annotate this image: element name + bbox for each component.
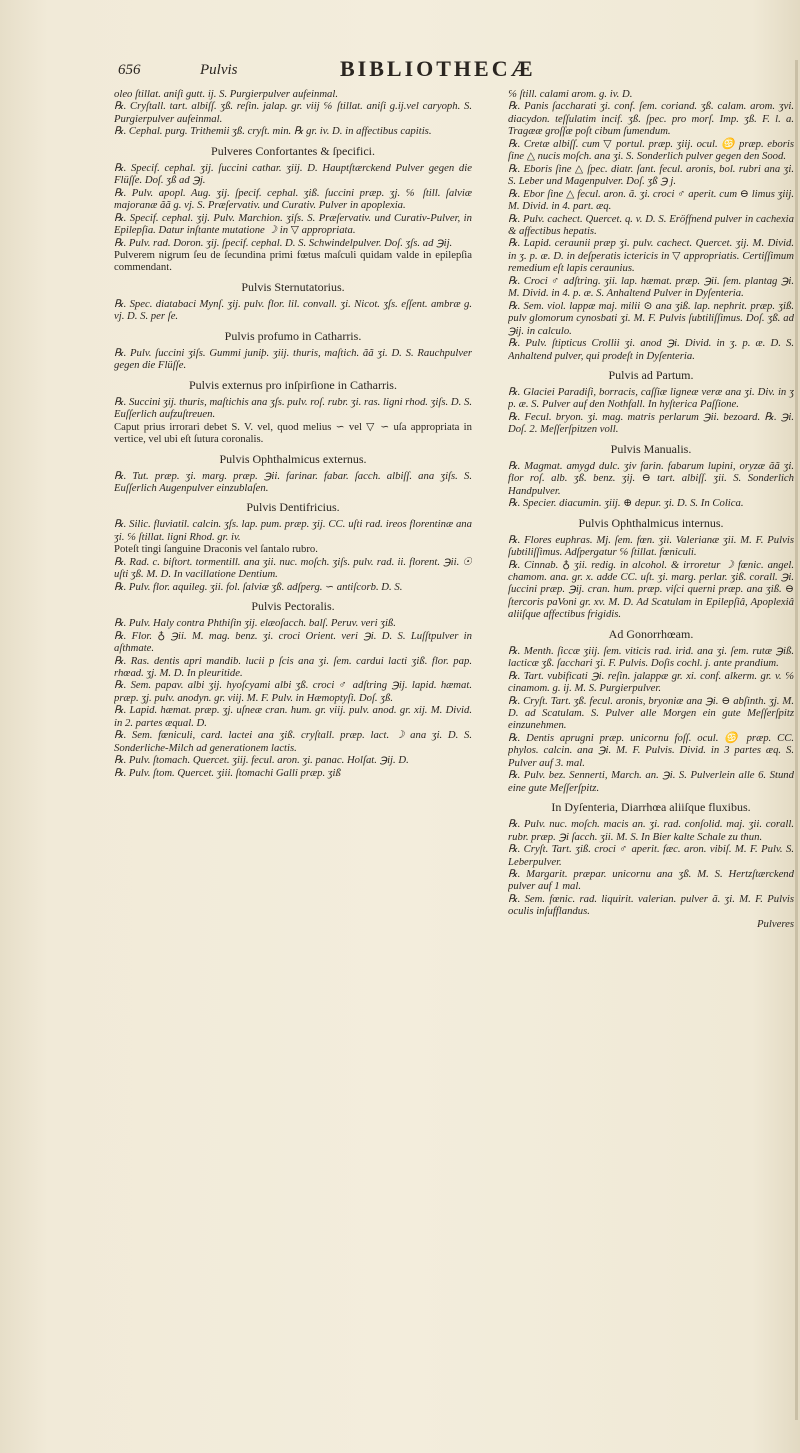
paragraph: ℞. Pulv. bez. Sennerti, March. an. ℈i. S. Pulverlein alle 6. Stund eine gute Meſſerſpitz. — [508, 769, 794, 794]
paragraph: ℞. Pulv. ſtomach. Quercet. ʒiij. fecul. aron. ʒi. panac. Holſat. ℈ij. D. — [114, 754, 409, 767]
paragraph: ℞. Cretæ albiſſ. cum ▽ portul. præp. ʒiij. ocul. ♋ præp. eboris ſine △ nucis moſch. ana ʒi. S. Sonderlich pulver gegen den Sood. — [508, 137, 794, 163]
paragraph: ℞. Pulv. Haly contra Phthiſin ʒij. elæoſacch. balſ. Peruv. veri ʒiß. — [114, 617, 396, 630]
page-number: 656 — [118, 62, 141, 78]
paragraph: ℞. Spec. diatabaci Mynſ. ʒij. pulv. flor. lil. convall. ʒi. Nicot. ʒſs. eſſent. ambræ g. vj. D. S. per ſe. — [114, 297, 472, 323]
paragraph: ℞. Magmat. amygd dulc. ʒiv farin. fabarum lupini, oryzæ ãã ʒi. flor roſ. alb. ʒß. benz. ʒij. ⊖ tart. albiſſ. ʒii. S. Sonderlich Handpulver. — [508, 459, 794, 497]
paragraph: ℞. Specif. cephal. ʒij. ſuccini cathar. ʒiij. D. Hauptſtærckend Pulver gegen die Flüſſe. Doſ. ʒß ad ℈j. — [114, 161, 472, 187]
section-heading: Pulvis Ophthalmicus internus. — [578, 515, 724, 530]
paragraph: ℞. Lapid. ceraunii præp ʒi. pulv. cachect. Quercet. ʒij. M. Divid. in ʒ. p. æ. D. in deſperatis ictericis in ▽ appropriatis. Certiſſimum remedium eſt lapis ceraunius. — [508, 237, 794, 275]
paragraph: ℞. Glaciei Paradiſi, borracis, caſſiæ ligneæ veræ ana ʒi. Div. in ʒ p. æ. S. Pulver auf den Nothfall. In hyſterica Paſſione. — [508, 385, 794, 411]
paragraph: ℞. Sem. fœnic. rad. liquirit. valerian. pulver ã. ʒi. M. F. Pulvis oculis inſufflandus. — [508, 892, 794, 918]
paragraph: ℞. Pulv. ſuccini ʒiſs. Gummi juniþ. ʒiij. thuris, maſtich. ãã ʒi. D. S. Rauchpulver gegen die Flüſſe. — [114, 346, 472, 372]
paragraph: ℞. Margarit. præpar. unicornu ana ʒß. M. S. Hertzſtærckend pulver auf 1 mal. — [508, 868, 794, 893]
paragraph: ℞. Pulv. nuc. moſch. macis an. ʒi. rad. conſolid. maj. ʒii. corall. rubr. præp. ℈i ſacch. ʒii. M. S. In Bier kalte Schale zu thun. — [508, 818, 794, 843]
paragraph: ℞. Sem. papav. albi ʒij. hyoſcyami albi ʒß. croci ♂ adſtring ℈ij. lapid. hæmat. præp. ʒj. pulv. anodyn. gr. viij. M. F. Pulv. in Hæmoptyſi. Doſ. ʒß. — [114, 679, 472, 704]
section-heading: Ad Gonorrhœam. — [608, 626, 694, 641]
section-heading: Pulvis externus pro inſpirſione in Catharris. — [189, 377, 397, 392]
paragraph: ℞. Dentis aprugni præp. unicornu foſſ. ocul. ♋ præp. CC. phylos. calcin. ana ℈i. M. F. Pulvis. Divid. in 3 partes æq. S. Pulver auf 3. mal. — [508, 731, 794, 769]
paragraph: ℞. Specier. diacumin. ʒiij. ⊕ depur. ʒi. D. S. In Colica. — [508, 497, 744, 510]
paragraph: ℞. Menth. ſiccæ ʒiij. ſem. viticis rad. irid. ana ʒi. ſem. rutæ ℈iß. lacticæ ʒß. ſacchari ʒi. F. Pulvis. Doſis cochl. j. ante prandium. — [508, 644, 794, 670]
paragraph: ℞. Ras. dentis apri mandib. lucii p ſcis ana ʒi. ſem. cardui lacti ʒiß. flor. pap. rhœad. ʒj. M. D. In pleuritide. — [114, 654, 472, 679]
page-edge-shadow — [795, 60, 798, 1420]
section-heading: Pulvis Manualis. — [610, 441, 692, 456]
paragraph: Pulverem nigrum ſeu de ſecundina primi fœtus maſculi quidam valde in epilepſia commendant. — [114, 248, 472, 274]
paragraph: ℞. Tut. præp. ʒi. marg. præp. ℈ii. farinar. fabar. ſacch. albiſſ. ana ʒiſs. S. Euſſerlich Augenpulver einzublaſen. — [114, 469, 472, 494]
paragraph: ℞. Cryſt. Tart. ʒiß. croci ♂ aperit. fæc. aron. vibiſ. M. F. Pulv. S. Leberpulver. — [508, 843, 794, 868]
paragraph: ℞. Cryſt. Tart. ʒß. fecul. aronis, bryoniæ ana ℈i. ⊖ abſinth. ʒj. M. D. ad Scatulam. S. Pulver alle Morgen ein gute Meſſerſpitz einzunehmen. — [508, 694, 794, 732]
paragraph: ℞. Specif. cephal. ʒij. Pulv. Marchion. ʒiſs. S. Præſervativ. und Curativ-Pulver, in Epilepſia. Datur inſtante mutatione ☽ in ▽ appropriata. — [114, 211, 472, 237]
paragraph: Poteſt tingi ſanguine Draconis vel ſantalo rubro. — [114, 543, 318, 556]
paragraph: ℞. Ebor ſine △ fecul. aron. ã. ʒi. croci ♂ aperit. cum ⊖ limus ʒiij. M. Divid. in 4. part. æq. — [508, 187, 794, 213]
paragraph: ℅ ſtill. calami arom. g. iv. D. — [508, 88, 633, 100]
paragraph: ℞. Pulv. flor. aquileg. ʒii. fol. ſalviæ ʒß. adſperg. ∽ antiſcorb. D. S. — [114, 580, 403, 593]
catchword: Pulveres — [757, 917, 794, 930]
paragraph: ℞. Cinnab. ♁ ʒii. redig. in alcohol. & irroretur ☽ fœnic. angel. chamom. ana. gr. x. adde CC. uſt. ʒi. marg. perlar. ʒiß. corall. ℈i. ſuccini præp. ℈ij. cran. hum. præp. viſci querni præp. ana ʒiß. ⊖ ſtercoris paVoni gr. xv. M. D. Ad Scatulam in Epilepſiâ, Apoplexiâ aliiſque affectibus frigidis. — [508, 558, 794, 621]
paragraph: ℞. Cryſtall. tart. albiſſ. ʒß. reſin. jalap. gr. viij ℅ ſtillat. aniſi g.ij.vel caryoph. S. Purgierpulver aufeinmal. — [114, 100, 472, 125]
paragraph: ℞. Flores euphras. Mj. ſem. fœn. ʒii. Valerianæ ʒii. M. F. Pulvis ſubtiliſſimus. Adſpergatur ℅ ſtillat. fœniculi. — [508, 533, 794, 559]
section-heading: Pulvis profumo in Catharris. — [224, 328, 362, 343]
section-heading: In Dyſenteria, Diarrhœa aliiſque fluxibus. — [551, 800, 751, 815]
paragraph: ℞. Panis ſaccharati ʒi. conf. ſem. coriand. ʒß. calam. arom. ʒvi. diacydon. teſſulatim incif. ʒß. ſpec. pro morſ. Imp. ʒß. F. l. a. Tragææ groſſæ poſt cibum ſumendum. — [508, 100, 794, 138]
paragraph: ℞. Pulv. ſtipticus Crollii ʒi. anod ℈i. Divid. in ʒ. p. æ. D. S. Anhaltend pulver, qui prodeſt in Dyſenteria. — [508, 337, 794, 362]
paragraph: oleo ſtillat. aniſi gutt. ij. S. Purgierpulver aufeinmal. — [114, 88, 339, 100]
paragraph: ℞. Eboris ſine △ ſpec. diatr. ſant. fecul. aronis, bol. rubri ana ʒi. S. Leber und Magenpulver. Doſ. ʒß ℈ j. — [508, 162, 794, 188]
paragraph: ℞. Lapid. hæmat. præp. ʒj. uſneæ cran. hum. gr. viij. pulv. anod. gr. xij. M. Divid. in 2. partes æqual. D. — [114, 704, 472, 729]
left-column — [114, 88, 472, 779]
running-head-title: BIBLIOTHECÆ — [340, 56, 536, 81]
running-head-word: Pulvis — [200, 62, 238, 78]
paragraph: ℞. Sem. fœniculi, card. lactei ana ʒiß. cryſtall. præp. lact. ☽ ana ʒi. D. S. Sonderliche-Milch ad generationem lactis. — [114, 729, 472, 754]
paragraph: ℞. Rad. c. biſtort. tormentill. ana ʒii. nuc. moſch. ʒiſs. pulv. rad. ii. florent. ℈ii. ☉ uſti ʒß. M. D. In vacillatione Dentium. — [114, 555, 472, 581]
paragraph: ℞. Pulv. cachect. Quercet. q. v. D. S. Eröffnend pulver in cachexia & affectibus hepatis. — [508, 212, 794, 237]
paragraph: ℞. Fecul. bryon. ʒi. mag. matris perlarum ℈ii. bezoard. ℞. ℈i. Doſ. 2. Meſſerſpitzen voll. — [508, 410, 794, 436]
paragraph: ℞. Silic. fluviatil. calcin. ʒſs. lap. pum. præp. ʒij. CC. uſti rad. ireos florentinæ ana ʒi. ℅ ſtillat. ligni Rhod. gr. iv. — [114, 518, 472, 543]
paragraph: ℞. Pulv. apopl. Aug. ʒij. ſpecif. cephal. ʒiß. ſuccini præp. ʒj. ℅ ſtill. ſalviæ majoranæ ãã g. vj. S. Præſervativ. und Curativ. Pulver in apoplexia. — [114, 186, 472, 212]
paragraph: ℞. Flor. ♁ ℈ii. M. mag. benz. ʒi. croci Orient. veri ℈i. D. S. Luſſtpulver in aſthmate. — [114, 629, 472, 655]
right-column — [508, 88, 794, 930]
section-heading: Pulvis Sternutatorius. — [241, 279, 345, 294]
paragraph: Caput prius irrorari debet S. V. vel, quod melius ∽ vel ▽ ∽ uſa appropriata in vertice, vel ubi eſt ſutura coronalis. — [114, 420, 472, 446]
paragraph: ℞. Pulv. ſtom. Quercet. ʒiii. ſtomachi Galli præp. ʒiß — [114, 766, 341, 779]
section-heading: Pulveres Confortantes & ſpecifici. — [211, 143, 375, 158]
paragraph: ℞. Cephal. purg. Trithemii ʒß. cryſt. min. ℞ gr. iv. D. in affectibus capitis. — [114, 125, 432, 138]
paragraph: ℞. Tart. vubificati ℈i. reſin. jalappæ gr. xi. conf. alkerm. gr. v. ℅ cinamom. g. ij. M. S. Purgierpulver. — [508, 669, 794, 695]
paragraph: ℞. Croci ♂ adſtring. ʒii. lap. hæmat. præp. ℈ii. ſem. plantag ℈i. M. Divid. in 4. p. æ. S. Anhaltend Pulver in Dyſenteria. — [508, 274, 794, 300]
section-heading: Pulvis ad Partum. — [608, 367, 694, 382]
paragraph: ℞. Succini ʒij. thuris, maſtichis ana ʒſs. pulv. roſ. rubr. ʒi. ras. ligni rhod. ʒiſs. D. S. Euſſerlich aufzuſtreuen. — [114, 395, 472, 421]
paragraph: ℞. Pulv. rad. Doron. ʒij. ſpecif. cephal. D. S. Schwindelpulver. Doſ. ʒſs. ad ℈ij. — [114, 236, 453, 249]
section-heading: Pulvis Dentifricius. — [246, 500, 340, 515]
page-header — [0, 56, 800, 86]
section-heading: Pulvis Pectoralis. — [251, 599, 335, 614]
paragraph: ℞. Sem. viol. lappæ maj. milii ⊙ ana ʒiß. lap. nephrit. præp. ʒiß. pulv glomorum cynosbati ʒi. M. F. Pulvis ſubtiliſſimus. Doſ. ʒß. ad ℈ij. in calculo. — [508, 299, 794, 337]
section-heading: Pulvis Ophthalmicus externus. — [219, 451, 367, 466]
